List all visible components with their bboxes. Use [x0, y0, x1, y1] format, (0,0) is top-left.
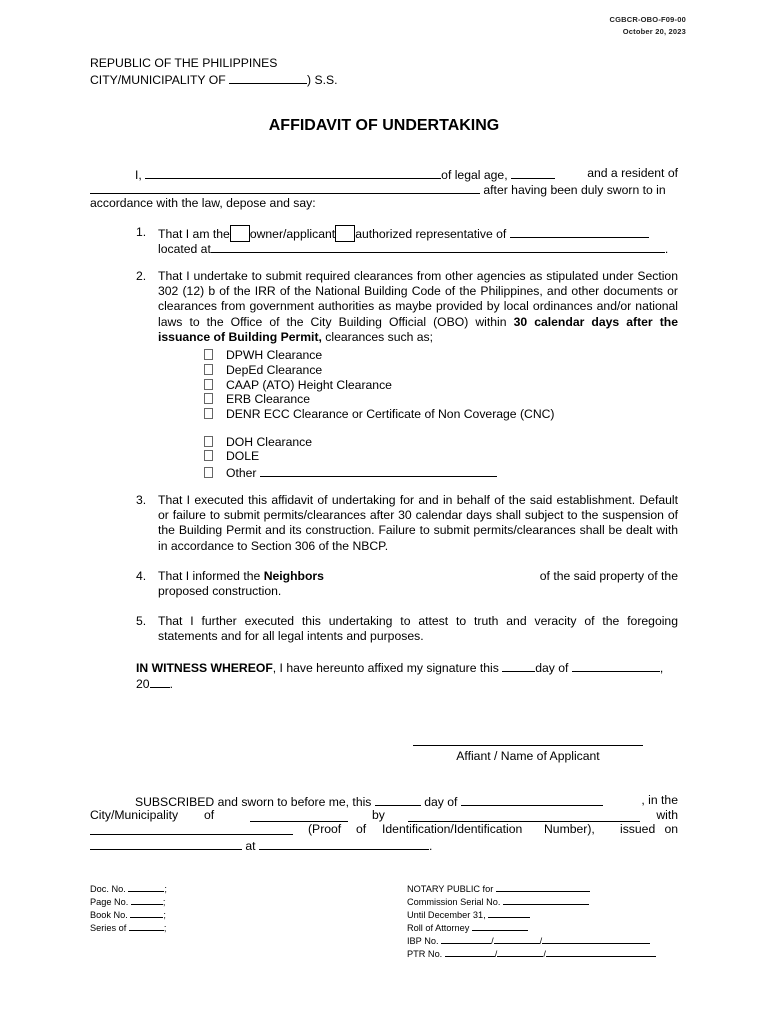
- intro-line3: accordance with the law, depose and say:: [90, 196, 316, 210]
- roll-blank[interactable]: [472, 921, 528, 931]
- notary-public-row: [407, 882, 656, 895]
- item1-text: That I am the: [158, 227, 230, 241]
- notary-right-block: [407, 882, 656, 960]
- by-name-blank[interactable]: [408, 809, 640, 822]
- doc-no-label: Doc. No.: [90, 884, 126, 894]
- notary-public-blank[interactable]: [496, 882, 590, 892]
- subscribed-inthe: , in the: [641, 793, 678, 807]
- owner-label: owner/applicant: [249, 227, 336, 241]
- ibp-row: [407, 934, 656, 947]
- book-no-row: [90, 908, 167, 921]
- notary-public-label: NOTARY PUBLIC for: [407, 884, 494, 894]
- subscribed-dayof: day of: [424, 795, 458, 809]
- series-blank[interactable]: [129, 921, 164, 931]
- roll-row: [407, 921, 656, 934]
- signature-caption: Affiant / Name of Applicant: [456, 749, 600, 763]
- witness-dayof: day of: [535, 661, 569, 675]
- checkbox-icon: [204, 450, 213, 461]
- witness-comma: ,: [659, 661, 664, 675]
- clearance-erb[interactable]: [204, 392, 310, 407]
- slash: /: [539, 936, 543, 946]
- until-row: [407, 908, 656, 921]
- issued-date-blank[interactable]: [90, 837, 242, 850]
- item3-number: 3.: [136, 493, 147, 507]
- clearance-label: CAAP (ATO) Height Clearance: [226, 378, 392, 392]
- on-label: on: [664, 822, 678, 836]
- commission-row: [407, 895, 656, 908]
- item4-line1: [158, 569, 678, 584]
- clearance-denr[interactable]: [204, 407, 555, 422]
- clearance-dpwh[interactable]: [204, 348, 322, 363]
- item2-number: 2.: [136, 269, 147, 283]
- witness-period: .: [169, 677, 173, 691]
- with-label: with: [656, 808, 678, 822]
- item4-text-b: of the said property of the: [539, 569, 678, 583]
- signature-line[interactable]: [413, 745, 643, 746]
- subscribed-text: SUBSCRIBED and sworn to before me, this: [135, 795, 372, 809]
- issued-label: issued: [620, 822, 656, 836]
- until-label: Until December 31,: [407, 910, 486, 920]
- subscribed-line4: [90, 837, 432, 854]
- checkbox-icon: [204, 408, 213, 419]
- checkbox-icon: [204, 393, 213, 404]
- located-label: located at: [158, 242, 211, 256]
- clearance-label: DOLE: [226, 449, 260, 463]
- item2-bold: 30 calendar days after the issuance of Building Permit,: [158, 314, 678, 344]
- page-no-row: [90, 895, 167, 908]
- year-prefix: 20: [136, 677, 150, 691]
- item2-paragraph: [158, 269, 678, 345]
- slash: /: [543, 949, 546, 959]
- witness-bold: IN WITNESS WHEREOF: [136, 661, 273, 675]
- clearance-deped[interactable]: [204, 363, 322, 378]
- witness-line1: [136, 659, 678, 676]
- item4-line2: proposed construction.: [158, 584, 282, 598]
- clearance-label: Other: [226, 466, 257, 480]
- witness-day-blank[interactable]: [502, 659, 535, 672]
- clearance-caap[interactable]: [204, 378, 392, 393]
- representative-label: authorized representative of: [355, 227, 507, 241]
- idnum-label: Identification/Identification: [382, 822, 523, 836]
- page-no-blank[interactable]: [131, 895, 163, 905]
- id-blank[interactable]: [90, 822, 293, 835]
- neighbors-label: Neighbors: [263, 569, 324, 583]
- form-code: CGBCR-OBO-F09-00: [609, 15, 686, 24]
- ptr-no-blank[interactable]: [445, 947, 495, 957]
- clearance-label: DENR ECC Clearance or Certificate of Non Coverage (CNC): [226, 407, 555, 421]
- age-blank[interactable]: [511, 166, 555, 179]
- clearance-other[interactable]: [204, 464, 497, 481]
- ibp-place-blank[interactable]: [539, 934, 650, 946]
- item5-paragraph: That I further executed this undertaking to attest to truth and veracity of the foregoing statements and for all legal intents and purposes.: [158, 614, 678, 644]
- ptr-place-blank[interactable]: [546, 947, 656, 957]
- republic-header: REPUBLIC OF THE PHILIPPINES: [90, 56, 278, 70]
- clearance-label: ERB Clearance: [226, 392, 310, 406]
- slash: /: [491, 936, 494, 946]
- semicolon: ;: [162, 897, 166, 907]
- checkbox-icon: [204, 467, 213, 478]
- legal-age-label: of legal age,: [441, 168, 508, 182]
- commission-blank[interactable]: [503, 895, 589, 905]
- city-blank[interactable]: [229, 71, 307, 84]
- at-label: at: [245, 839, 256, 853]
- city-name-blank[interactable]: [250, 809, 348, 822]
- resident-label: and a resident of: [587, 166, 678, 180]
- clearance-dole[interactable]: [204, 449, 259, 464]
- witness-month-blank[interactable]: [572, 659, 660, 672]
- item3-paragraph: That I executed this affidavit of undertaking for and in behalf of the said establishment. Default or failure to submit permits/clearances after 30 calendar days shall subject to the suspension of the Building Permit and its construction. Failure to submit permits/clearances shall be dealt with in accordance to Section 306 of the NBCP.: [158, 493, 678, 553]
- clearance-label: DepEd Clearance: [226, 363, 323, 377]
- checkbox-icon: [204, 349, 213, 360]
- semicolon: ;: [164, 884, 167, 894]
- year-blank[interactable]: [150, 675, 170, 688]
- checkbox-icon: [204, 364, 213, 375]
- book-no-blank[interactable]: [130, 908, 163, 918]
- number-label: Number),: [544, 822, 595, 836]
- ibp-no-blank[interactable]: [441, 934, 491, 944]
- subscribed-period: .: [428, 839, 433, 853]
- item2-text: That I undertake to submit required clearances from other agencies as stipulated under Section 302 (12) b of the IRR of the National Building Code of the Philippines, and other documents or clearances from government authorities as maybe provided by local ordinances and/or national laws to the Office of the City Building Official (OBO) within: [158, 269, 678, 329]
- witness-text: , I have hereunto affixed my signature this: [272, 661, 499, 675]
- of-label: of: [204, 808, 215, 822]
- after-sworn-label: after having been duly sworn to in: [483, 183, 666, 197]
- ibp-label: IBP No.: [407, 936, 439, 946]
- notary-left-block: [90, 882, 167, 934]
- subscribed-line2: [90, 808, 678, 823]
- subscribed-day-blank[interactable]: [375, 793, 421, 806]
- page-no-label: Page No.: [90, 897, 129, 907]
- of2-label: of: [356, 822, 367, 836]
- ptr-row: [407, 947, 656, 960]
- semicolon: ;: [163, 923, 167, 933]
- checkbox-icon: [204, 379, 213, 390]
- city-municipality-label: City/Municipality: [90, 808, 179, 822]
- witness-line2: [136, 675, 173, 692]
- clearance-label: DPWH Clearance: [226, 348, 323, 362]
- series-row: [90, 921, 167, 934]
- intro-i: I,: [135, 168, 142, 182]
- book-no-label: Book No.: [90, 910, 128, 920]
- series-label: Series of: [90, 923, 127, 933]
- item4-number: 4.: [136, 569, 147, 583]
- subscribed-month-blank[interactable]: [461, 793, 603, 806]
- proof-label: (Proof: [308, 822, 342, 836]
- checkbox-icon: [204, 436, 213, 447]
- item1-line2: located at .: [158, 242, 669, 256]
- ss-label: ) S.S.: [307, 73, 338, 87]
- clearance-label: DOH Clearance: [226, 435, 313, 449]
- item1-number: 1.: [136, 225, 147, 239]
- other-blank[interactable]: [260, 464, 497, 477]
- city-label: CITY/MUNICIPALITY OF: [90, 73, 226, 87]
- form-date: October 20, 2023: [622, 27, 686, 36]
- ptr-label: PTR No.: [407, 949, 443, 959]
- semicolon: ;: [163, 910, 166, 920]
- until-year-blank[interactable]: [488, 908, 530, 918]
- issued-place-blank[interactable]: [259, 837, 429, 850]
- location-blank[interactable]: [211, 240, 665, 253]
- item4-text: That I informed the: [158, 569, 264, 583]
- ibp-date-blank[interactable]: [494, 934, 540, 944]
- city-header: [90, 71, 338, 88]
- ptr-date-blank[interactable]: [494, 947, 543, 959]
- slash: /: [494, 949, 498, 959]
- commission-label: Commission Serial No.: [407, 897, 501, 907]
- name-blank[interactable]: [145, 166, 441, 179]
- address-blank[interactable]: [90, 181, 480, 194]
- roll-label: Roll of Attorney: [407, 923, 470, 933]
- item5-number: 5.: [136, 614, 147, 628]
- item2-end: clearances such as;: [321, 329, 433, 344]
- representative-blank[interactable]: [510, 225, 649, 238]
- doc-no-row: [90, 882, 167, 895]
- by-label: by: [372, 808, 385, 822]
- document-title: AFFIDAVIT OF UNDERTAKING: [268, 117, 500, 134]
- doc-no-blank[interactable]: [128, 882, 164, 892]
- clearance-doh[interactable]: [204, 435, 312, 450]
